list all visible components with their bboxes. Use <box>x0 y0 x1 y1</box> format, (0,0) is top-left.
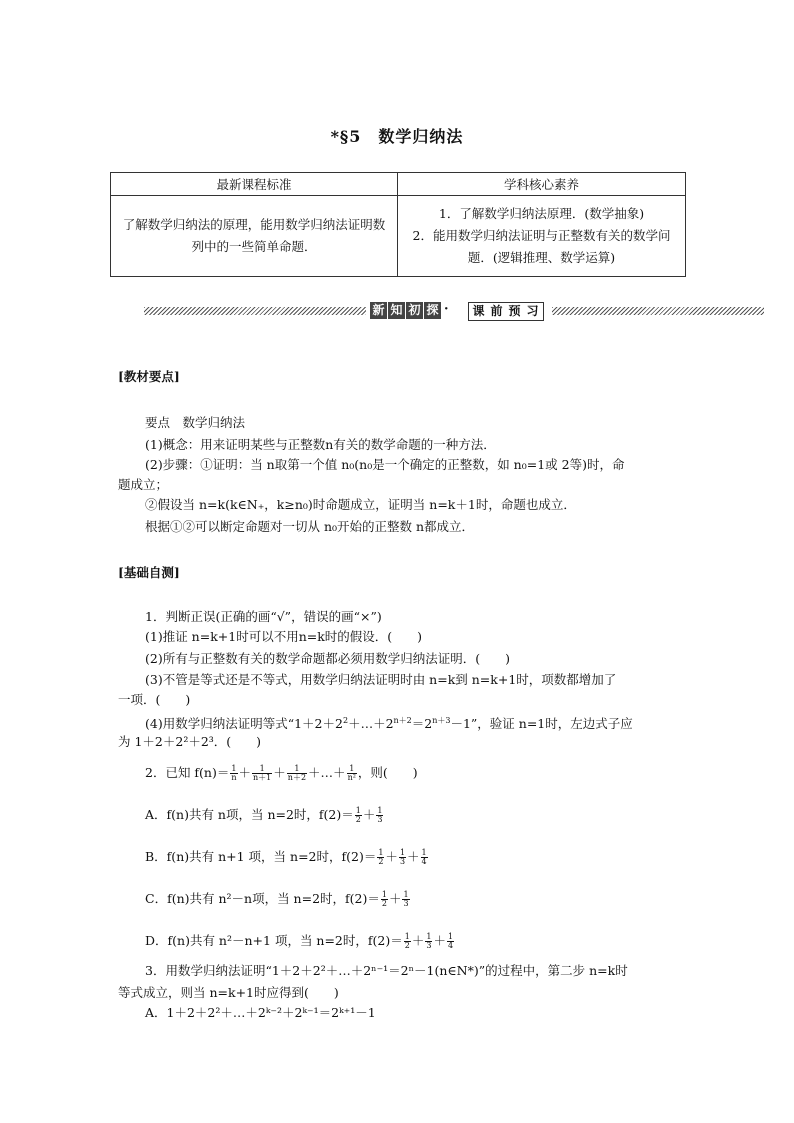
fraction: $\frac{1}{\text{n²}}$ <box>347 764 356 782</box>
standards-table <box>110 172 686 277</box>
key-point-conclusion: 根据①②可以断定命题对一切从 n₀开始的正整数 n都成立． <box>145 519 475 534</box>
banner-tag-preview <box>468 302 544 321</box>
question-1-1: (1)推证 n=k+1时可以不用n=k时的假设．( ) <box>145 629 423 644</box>
question-1-4-line2: 为 1＋2＋2²＋2³．( ) <box>118 734 262 749</box>
table-header-standards: 最新课程标准 <box>111 173 398 196</box>
banner-char: 新 <box>370 302 387 319</box>
banner-char: 习 <box>526 304 539 318</box>
literacy-item-1: 1．了解数学归纳法原理．(数学抽象) <box>438 206 645 221</box>
banner-char: 知 <box>388 302 405 319</box>
section-banner <box>144 302 764 322</box>
literacy-item-2: 2．能用数学归纳法证明与正整数有关的数学问题．(逻辑推理、数学运算) <box>412 228 671 265</box>
key-point-title: 要点 数学归纳法 <box>145 415 246 430</box>
question-1: 1．判断正误(正确的画“√”，错误的画“×”) <box>145 609 382 624</box>
exponent: n＋2 <box>393 716 412 725</box>
option-2B: B．f(n)共有 n+1 项，当 n=2时，f(2)＝ $\frac{1}{2}$ ＋ $\frac{1}{3}$ ＋ $\frac{1}{4}$ <box>145 848 427 866</box>
q1-4-text: ＝2 <box>411 716 433 732</box>
question-1-3-line2: 一项．( ) <box>118 692 191 707</box>
section-heading-key-points: [教材要点] <box>118 369 180 384</box>
key-point-concept: (1)概念：用来证明某些与正整数n有关的数学命题的一种方法． <box>145 437 496 452</box>
question-1-3-line1: (3)不管是等式还是不等式，用数学归纳法证明时由 n=k到 n=k+1时，项数都增加了 <box>145 672 617 687</box>
option-2D: D．f(n)共有 n²－n+1 项，当 n=2时，f(2)＝ $\frac{1}{2}$ ＋ $\frac{1}{3}$ ＋ $\frac{1}{4}$ <box>145 932 454 950</box>
table-cell-literacy <box>398 196 686 277</box>
key-point-steps-line1: (2)步骤：①证明：当 n取第一个值 n₀(n₀是一个确定的正整数，如 n₀=1或 2等)时，命 <box>145 457 625 472</box>
option-2A: A．f(n)共有 n项，当 n=2时，f(2)＝ $\frac{1}{2}$ ＋ $\frac{1}{3}$ <box>145 806 383 824</box>
q1-4-text: (4)用数学归纳法证明等式“1＋2＋2 <box>145 716 343 732</box>
banner-char: 课 <box>472 304 485 318</box>
banner-dot: · <box>444 302 449 317</box>
banner-char: 探 <box>424 302 441 319</box>
key-point-steps-line2: 题成立； <box>118 477 169 492</box>
question-3-line2: 等式成立，则当 n=k+1时应得到( ) <box>118 985 339 1000</box>
banner-char: 预 <box>508 304 521 318</box>
fraction: $\frac{1}{n}$ <box>231 764 237 782</box>
question-1-4-line1 <box>145 712 633 733</box>
exponent: n＋3 <box>432 716 451 725</box>
option-2C: C．f(n)共有 n²－n项，当 n=2时，f(2)＝ $\frac{1}{2}$ ＋ $\frac{1}{3}$ <box>145 890 409 908</box>
exponent: 2 <box>342 716 349 725</box>
table-header-literacy: 学科核心素养 <box>398 173 686 196</box>
question-1-2: (2)所有与正整数有关的数学命题都必须用数学归纳法证明．( ) <box>145 651 510 666</box>
fraction: $\frac{1}{n+1}$ <box>253 764 272 782</box>
banner-char: 初 <box>406 302 423 319</box>
banner-hatch-right <box>552 307 764 315</box>
fraction: $\frac{1}{n+2}$ <box>287 764 307 782</box>
q2-text: 2．已知 f(n)＝ <box>145 765 230 780</box>
q1-4-text: －1”，验证 n=1时，左边式子应 <box>450 716 633 732</box>
q2-text: ，则( ) <box>357 765 418 780</box>
section-heading-self-test: [基础自测] <box>118 565 180 580</box>
question-3-line1: 3．用数学归纳法证明“1＋2＋2²＋…＋2ⁿ⁻¹＝2ⁿ－1(n∈N*)”的过程中，第二步 n=k时 <box>145 963 628 978</box>
q1-4-text: ＋…＋2 <box>348 716 394 732</box>
page-title: *§5 数学归纳法 <box>330 127 464 146</box>
table-cell-standards: 了解数学归纳法的原理，能用数学归纳法证明数列中的一些简单命题． <box>111 196 398 277</box>
question-2: 2．已知 f(n)＝ $\frac{1}{n}$ ＋ $\frac{1}{n+1}$ ＋ $\frac{1}{n+2}$ ＋…＋ $\frac{1}{\text{n²}}$ ，则( ) <box>145 764 418 782</box>
banner-char: 前 <box>490 304 503 318</box>
banner-tag-new-knowledge <box>370 302 442 319</box>
key-point-step2: ②假设当 n=k(k∈N₊，k≥n₀)时命题成立，证明当 n=k＋1时，命题也成立． <box>145 497 576 512</box>
banner-hatch-left <box>144 307 366 315</box>
option-3A: A．1＋2＋2²＋…＋2ᵏ⁻²＋2ᵏ⁻¹＝2ᵏ⁺¹－1 <box>145 1005 376 1020</box>
